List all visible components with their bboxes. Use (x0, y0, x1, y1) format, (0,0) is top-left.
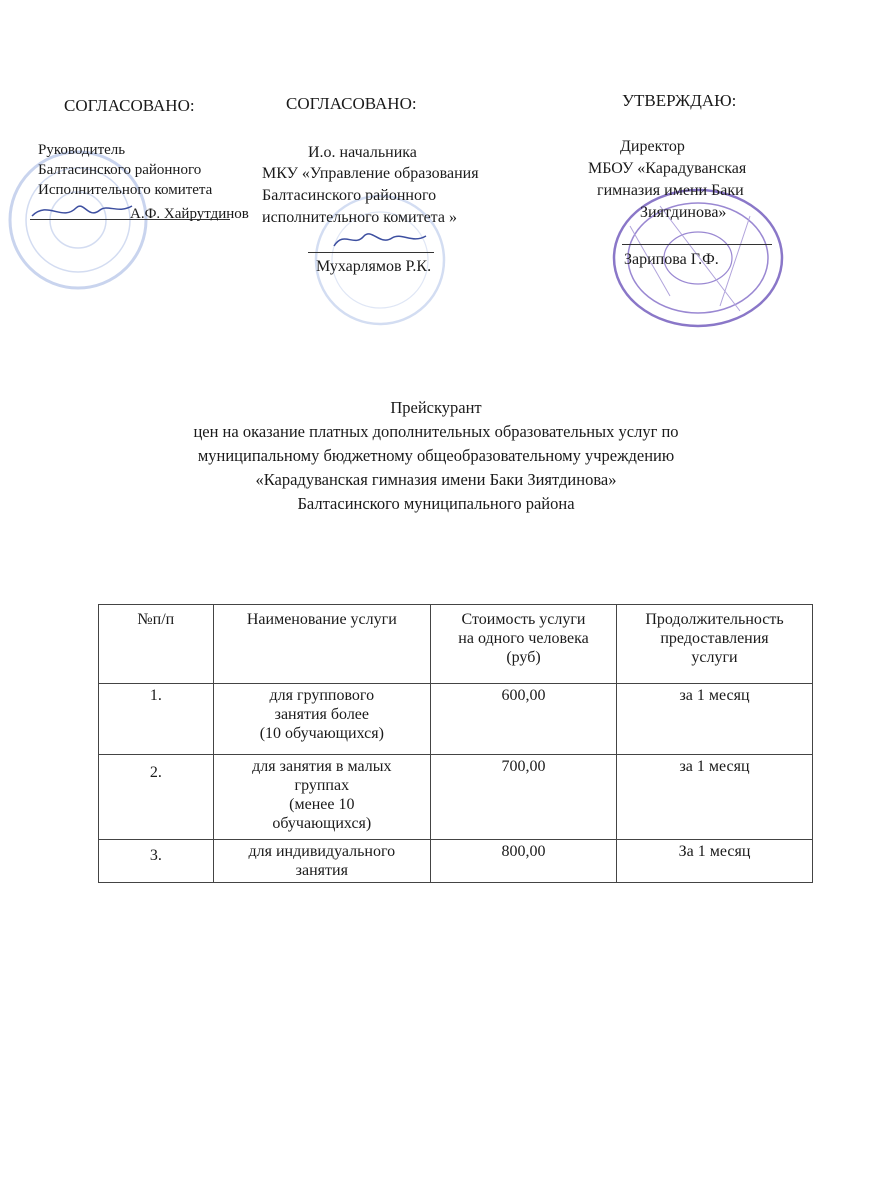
row-service-name-line: (менее 10 (289, 796, 355, 813)
right-signer-name: Зарипова Г.Ф. (624, 251, 719, 268)
middle-approval-line-1: И.о. начальника (308, 144, 417, 161)
middle-approval-line-3: Балтасинского районного (262, 187, 437, 204)
left-approval-line-3: Исполнительного комитета (38, 182, 213, 198)
table-row (99, 755, 813, 840)
right-approval-line-3: гимназия имени Баки (597, 182, 744, 199)
row-price: 800,00 (430, 840, 616, 883)
header-number (99, 605, 214, 684)
header-price-line-2: на одного человека (458, 630, 589, 647)
header-price-line-3: (руб) (506, 649, 541, 666)
header-duration-line-3: услуги (691, 649, 738, 666)
row-number: 3. (99, 840, 214, 883)
left-approval-line-1: Руководитель (38, 142, 126, 158)
header-number-text: №п/п (137, 611, 175, 628)
header-duration-line-2: предоставления (660, 630, 769, 647)
row-price: 700,00 (430, 755, 616, 840)
left-approval-heading: СОГЛАСОВАНО: (64, 96, 195, 115)
document-subtitle-line-1: цен на оказание платных дополнительных образовательных услуг по (193, 422, 679, 441)
middle-signer-name: Мухарлямов Р.К. (316, 258, 432, 275)
header-service-name (213, 605, 430, 684)
row-service-name (213, 840, 430, 883)
header-duration (617, 605, 813, 684)
document-subtitle-line-2: муниципальному бюджетному общеобразовательному учреждению (197, 446, 675, 465)
row-duration: за 1 месяц (617, 684, 813, 755)
table-row (99, 684, 813, 755)
row-duration: За 1 месяц (617, 840, 813, 883)
row-service-name (213, 755, 430, 840)
row-service-name-line: для группового (269, 687, 375, 704)
middle-approval-line-2: МКУ «Управление образования (262, 165, 479, 182)
left-signer-name: А.Ф. Хайрутдинов (130, 206, 249, 222)
row-number: 1. (99, 684, 214, 755)
header-price-line-1: Стоимость услуги (461, 611, 586, 628)
header-duration-line-1: Продолжительность (645, 611, 784, 628)
row-service-name (213, 684, 430, 755)
middle-signature-line (308, 252, 434, 253)
row-service-name-line: занятия (295, 862, 348, 879)
document-subtitle-line-3: «Карадуванская гимназия имени Баки Зиятдинова» (255, 470, 617, 489)
middle-approval-line-4: исполнительного комитета » (262, 209, 457, 226)
row-service-name-line: занятия более (274, 706, 369, 723)
table-header-row (99, 605, 813, 684)
right-approval-heading: УТВЕРЖДАЮ: (622, 91, 737, 110)
middle-signature (330, 224, 430, 254)
price-table (98, 604, 813, 883)
row-service-name-line: для занятия в малых (252, 758, 392, 775)
right-approval-line-1: Директор (620, 138, 685, 155)
table-row (99, 840, 813, 883)
right-approval-line-4: Зиятдинова» (640, 204, 727, 221)
document-title-block (0, 396, 872, 516)
row-service-name-line: обучающихся) (272, 815, 372, 832)
document-subtitle-line-4: Балтасинского муниципального района (297, 494, 575, 513)
row-service-name-line: группах (294, 777, 350, 794)
document-title: Прейскурант (390, 398, 482, 417)
row-service-name-line: для индивидуального (248, 843, 396, 860)
right-approval-line-2: МБОУ «Карадуванская (588, 160, 747, 177)
left-approval-line-2: Балтасинского районного (38, 162, 202, 178)
row-duration: за 1 месяц (617, 755, 813, 840)
row-price: 600,00 (430, 684, 616, 755)
header-service-name-text: Наименование услуги (246, 611, 397, 628)
middle-approval-heading: СОГЛАСОВАНО: (286, 94, 417, 113)
row-number: 2. (99, 755, 214, 840)
left-signature (28, 196, 138, 226)
row-service-name-line: (10 обучающихся) (259, 725, 384, 742)
right-signature-line (622, 244, 772, 245)
header-price (430, 605, 616, 684)
